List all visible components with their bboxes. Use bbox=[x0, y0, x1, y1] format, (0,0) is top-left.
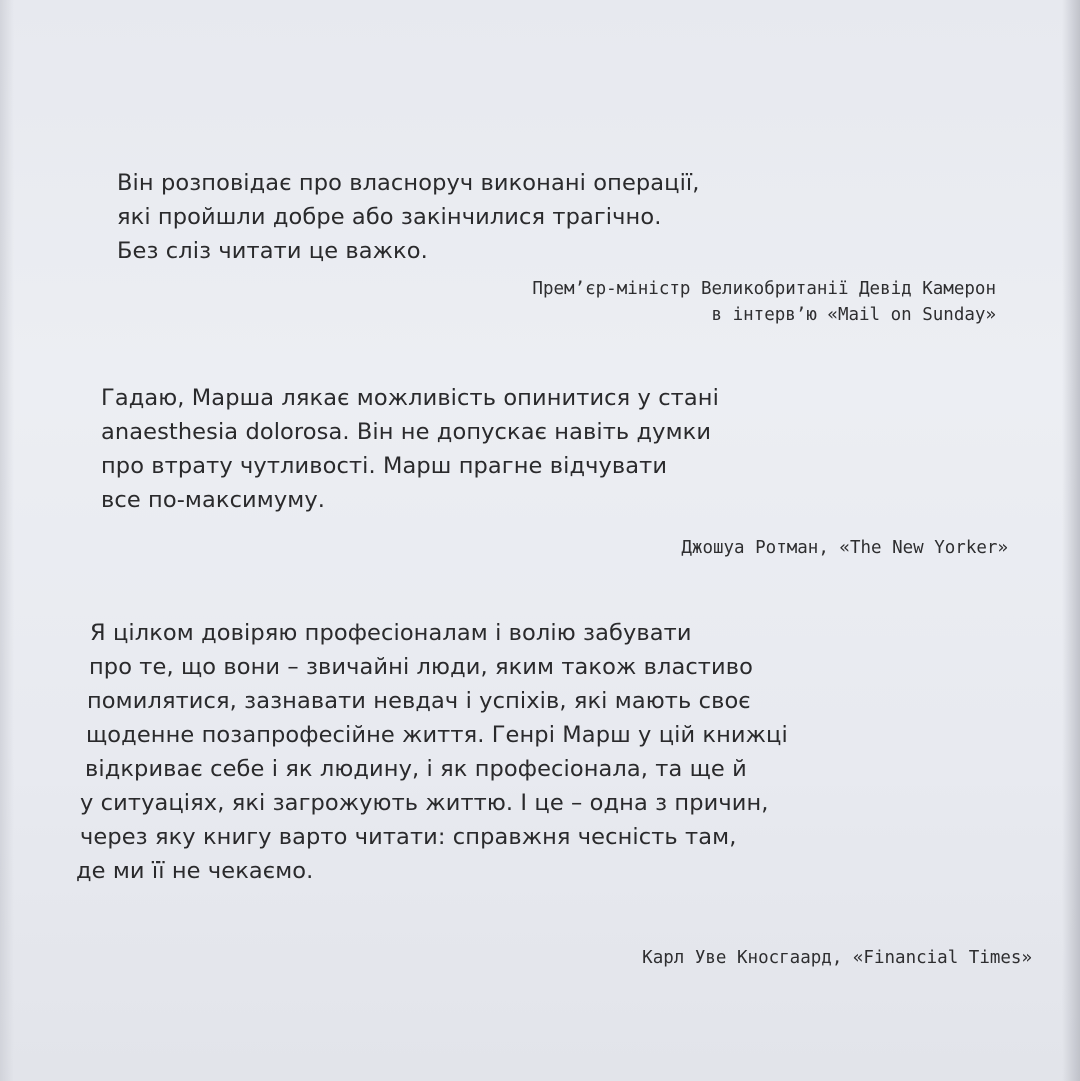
attribution-knausgaard bbox=[642, 945, 1032, 971]
attribution-line: Прем’єр-міністр Великобританії Девід Камерон bbox=[532, 279, 996, 299]
quote-knausgaard bbox=[76, 616, 788, 888]
attribution-line: Карл Уве Кносгаард, «Financial Times» bbox=[642, 948, 1032, 968]
quote-rothman bbox=[101, 381, 719, 517]
page-right-edge-shadow bbox=[1062, 0, 1080, 1081]
quote-line: де ми її не чекаємо. bbox=[76, 858, 314, 884]
quote-line: які пройшли добре або закінчилися трагічно. bbox=[117, 204, 662, 230]
quote-line: про те, що вони – звичайні люди, яким також властиво bbox=[89, 654, 753, 680]
quote-line: відкриває себе і як людину, і як професіонала, та ще й bbox=[85, 756, 747, 782]
quote-line: через яку книгу варто читати: справжня чесність там, bbox=[80, 824, 737, 850]
quote-cameron bbox=[117, 166, 700, 268]
attribution-line: в інтерв’ю «Mail on Sunday» bbox=[711, 305, 996, 325]
quote-line: помилятися, зазнавати невдач і успіхів, які мають своє bbox=[87, 688, 751, 714]
attribution-rothman bbox=[681, 535, 1008, 561]
quote-line: Я цілком довіряю професіоналам і волію забувати bbox=[90, 620, 692, 646]
attribution-line: Джошуа Ротман, «The New Yorker» bbox=[681, 538, 1008, 558]
page-left-edge-shadow bbox=[0, 0, 14, 1081]
quote-line: Гадаю, Марша лякає можливість опинитися у стані bbox=[101, 385, 719, 411]
quote-line: anaesthesia dolorosa. Він не допускає навіть думки bbox=[101, 419, 712, 445]
quote-line: Він розповідає про власноруч виконані операції, bbox=[117, 170, 700, 196]
quote-line: про втрату чутливості. Марш прагне відчувати bbox=[101, 453, 668, 479]
attribution-cameron bbox=[532, 276, 996, 328]
quote-line: у ситуаціях, які загрожують життю. І це – одна з причин, bbox=[80, 790, 769, 816]
quote-line: все по-максимуму. bbox=[101, 487, 325, 513]
quote-line: щоденне позапрофесійне життя. Генрі Марш у цій книжці bbox=[86, 722, 788, 748]
quote-line: Без сліз читати це важко. bbox=[117, 238, 428, 264]
